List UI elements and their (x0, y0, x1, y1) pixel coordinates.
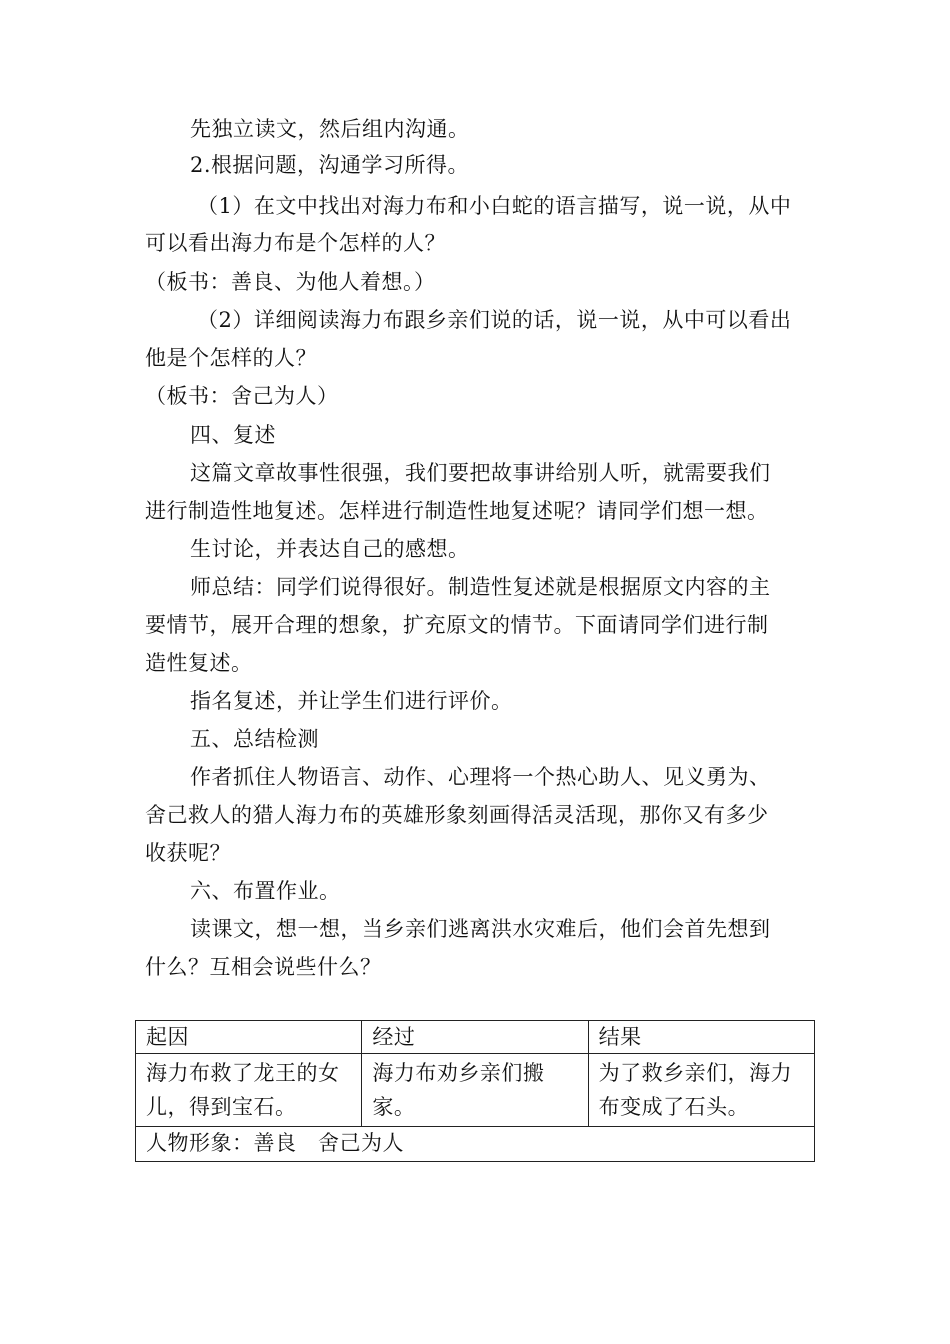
cell-result (588, 1054, 814, 1127)
paragraph-line: 作者抓住人物语言、动作、心理将一个热心助人、见义勇为、 (190, 765, 771, 789)
table-footer-row (136, 1127, 815, 1162)
paragraph-line: 生讨论，并表达自己的感想。 (190, 537, 470, 561)
cell-line: 布变成了石头。 (598, 1095, 750, 1119)
paragraph-line: 读课文，想一想，当乡亲们逃离洪水灾难后，他们会首先想到 (190, 917, 771, 941)
paragraph-line: 收获呢？ (145, 841, 231, 865)
table-row (136, 1054, 815, 1127)
story-summary-table (135, 1020, 815, 1162)
paragraph-line: 这篇文章故事性很强，我们要把故事讲给别人听，就需要我们 (190, 461, 771, 485)
header-cause: 起因 (136, 1021, 362, 1054)
paragraph-line: 要情节，展开合理的想象，扩充原文的情节。下面请同学们进行制 (145, 613, 769, 637)
question-line: 他是个怎样的人？ (145, 346, 317, 370)
question-line: （1）在文中找出对海力布和小白蛇的语言描写，说一说，从中 (197, 194, 792, 218)
cell-cause (136, 1054, 362, 1127)
section-heading: 四、复述 (190, 423, 276, 447)
cell-line: 为了救乡亲们，海力 (598, 1061, 793, 1085)
header-result: 结果 (588, 1021, 814, 1054)
paragraph-line: 造性复述。 (145, 651, 253, 675)
question-line: （2）详细阅读海力布跟乡亲们说的话，说一说，从中可以看出 (197, 308, 792, 332)
cell-line: 儿，得到宝石。 (146, 1095, 297, 1119)
section-heading: 五、总结检测 (190, 727, 319, 751)
paragraph-line: 进行制造性地复述。怎样进行制造性地复述呢？请同学们想一想。 (145, 499, 769, 523)
cell-line: 海力布劝乡亲们搬 (372, 1061, 545, 1085)
cell-process (362, 1054, 588, 1127)
cell-line: 海力布救了龙王的女 (146, 1061, 340, 1085)
paragraph-line: 什么？互相会说些什么？ (145, 955, 382, 979)
paragraph-line: 先独立读文，然后组内沟通。 (190, 117, 470, 141)
cell-line: 家。 (372, 1095, 416, 1119)
paragraph-line: 指名复述，并让学生们进行评价。 (190, 689, 513, 713)
paragraph-line: 师总结：同学们说得很好。制造性复述就是根据原文内容的主 (190, 575, 771, 599)
header-process: 经过 (362, 1021, 588, 1054)
table-header-row (136, 1021, 815, 1054)
paragraph-line: 舍己救人的猎人海力布的英雄形象刻画得活灵活现，那你又有多少 (145, 803, 769, 827)
paragraph-line: 2.根据问题，沟通学习所得。 (190, 153, 470, 177)
section-heading: 六、布置作业。 (190, 879, 341, 903)
board-note: （板书：善良、为他人着想。） (145, 270, 436, 294)
character-image-cell: 人物形象：善良 舍己为人 (136, 1127, 815, 1162)
board-note: （板书：舍己为人） (145, 384, 339, 408)
question-line: 可以看出海力布是个怎样的人？ (145, 231, 446, 255)
